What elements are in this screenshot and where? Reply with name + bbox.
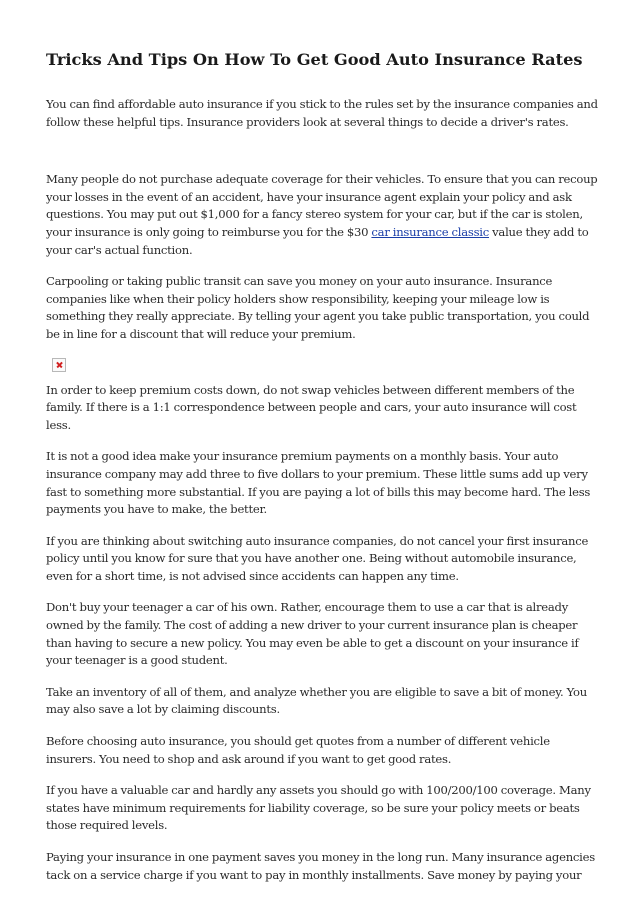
paragraph-one-payment: Paying your insurance in one payment saves you money in the long run. Many insurance agencies tack on a service charge if you want to pay in monthly installments. Save money by paying your [46, 850, 595, 882]
paragraph-coverage [46, 171, 598, 259]
paragraph-coverage-text-end: value they add to your car's actual function. [46, 224, 589, 257]
paragraph-inventory: Take an inventory of all of them, and analyze whether you are eligible to save a bit of money. You may also save a lot by claiming discounts. [46, 684, 587, 717]
paragraph-vehicle-swap: In order to keep premium costs down, do not swap vehicles between different members of the family. If there is a 1:1 correspondence between people and cars, your auto insurance will cost less. [46, 382, 577, 432]
article-title: Tricks And Tips On How To Get Good Auto Insurance Rates [46, 50, 583, 69]
paragraph-carpooling: Carpooling or taking public transit can save you money on your auto insurance. Insurance companies like when their policy holders show responsibility, keeping your mileage low is something they really appreciate. By telling your agent you take public transportation, you could be in line for a discount that will reduce your premium. [46, 274, 590, 341]
paragraph-monthly-payments: It is not a good idea make your insurance premium payments on a monthly basis. Your auto insurance company may add three to five dollars to your premium. These little sums add up very fast to something more substantial. If you are paying a lot of bills this may become hard. The less payments you have to make, the better. [46, 449, 591, 517]
document-page [46, 48, 598, 898]
paragraph-intro: You can find affordable auto insurance if you stick to the rules set by the insurance companies and follow these helpful tips. Insurance providers look at several things to decide a driver's rates. [46, 97, 598, 129]
broken-image-icon [52, 358, 66, 372]
paragraph-valuable-car: If you have a valuable car and hardly any assets you should go with 100/200/100 coverage. Many states have minimum requirements for liability coverage, so be sure your policy meets or beats those required levels. [46, 783, 591, 833]
paragraph-coverage-text-start: Many people do not purchase adequate coverage for their vehicles. To ensure that you can recoup your losses in the event of an accident, have your insurance agent explain your policy and ask questions. You may put out $1,000 for a fancy stereo system for your car, but if the car is stolen, your insurance is only going to reimburse you for the $30 [46, 172, 598, 239]
car-insurance-classic-link[interactable]: car insurance classic [371, 224, 489, 239]
paragraph-switching-companies: If you are thinking about switching auto insurance companies, do not cancel your first insurance policy until you know for sure that you have another one. Being without automobile insurance, even for a short time, is not advised since accidents can happen any time. [46, 533, 589, 583]
paragraph-quotes: Before choosing auto insurance, you should get quotes from a number of different vehicle insurers. You need to shop and ask around if you want to get good rates. [46, 734, 550, 766]
paragraph-teenager: Don't buy your teenager a car of his own. Rather, encourage them to use a car that is already owned by the family. The cost of adding a new driver to your current insurance plan is cheaper than having to secure a new policy. You may even be able to get a discount on your insurance if your teenager is a good student. [46, 600, 579, 668]
